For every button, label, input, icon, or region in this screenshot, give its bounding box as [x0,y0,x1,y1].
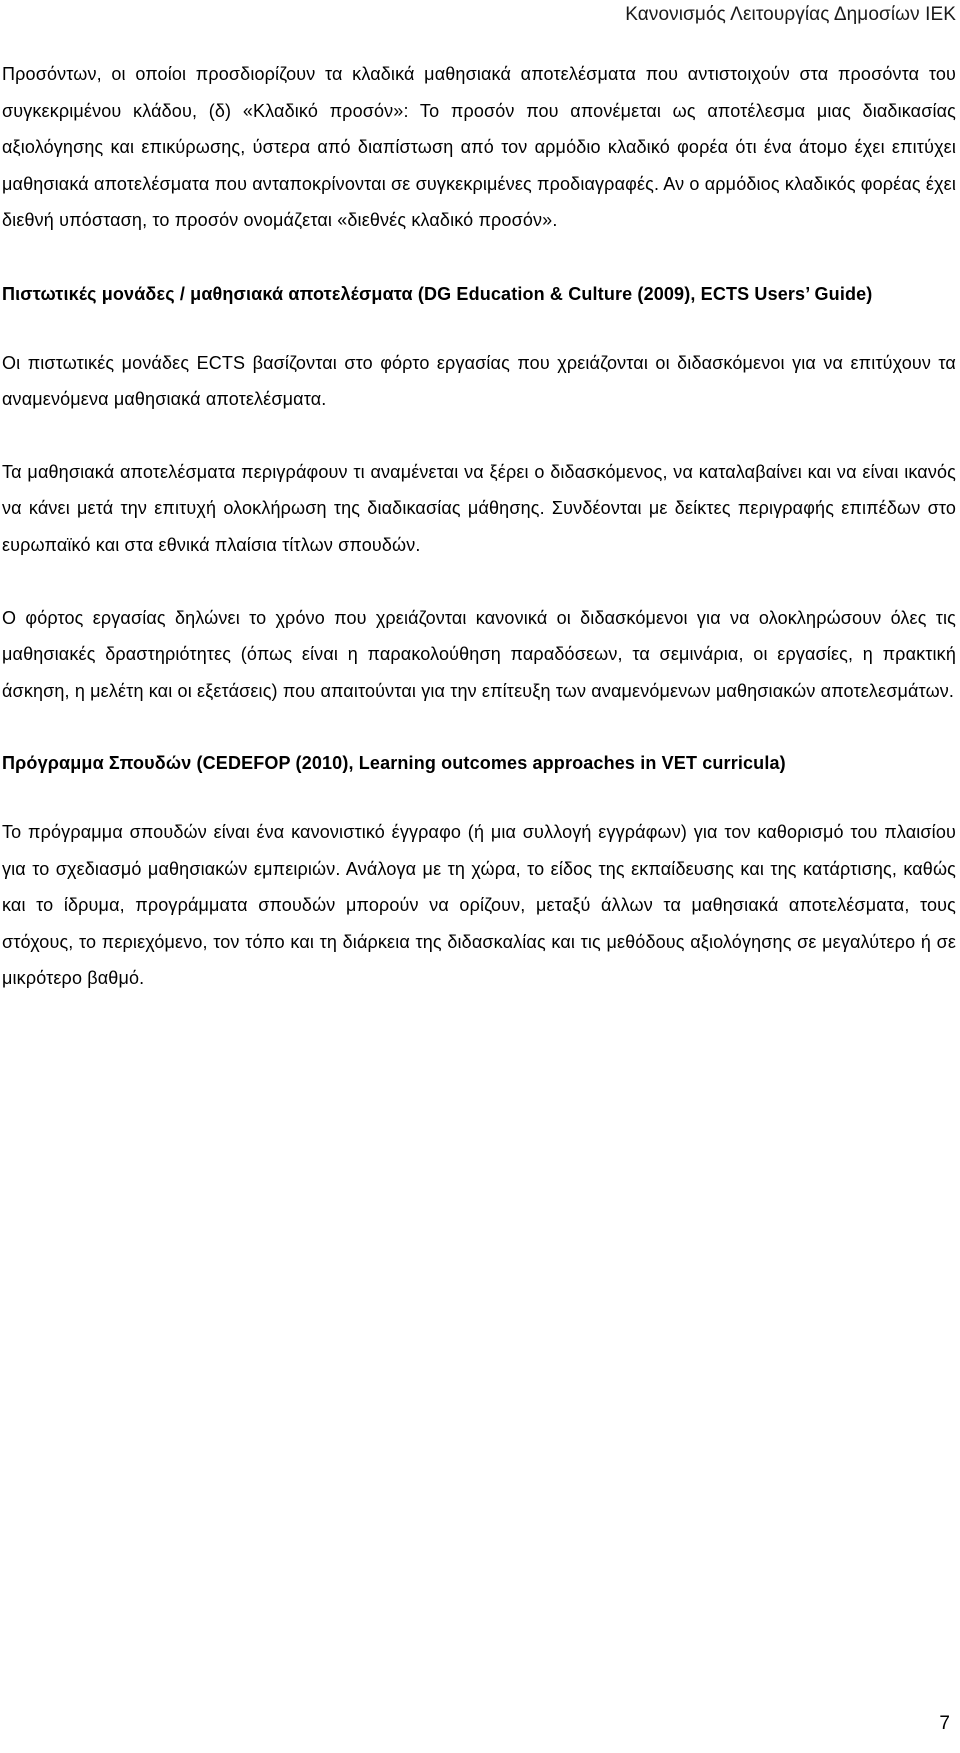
paragraph-workload: Ο φόρτος εργασίας δηλώνει το χρόνο που χρειάζονται κανονικά οι διδασκόμενοι για να ολοκληρώσουν όλες τις μαθησιακές δραστηριότητες (όπως είναι η παρακολούθηση παραδόσεων, τα σεμινάρια, οι εργασίες, η πρακτική άσκηση, η μελέτη και οι εξετάσεις) που απαιτούνται για την επίτευξη των αναμενόμενων μαθησιακών αποτελεσμάτων. [2,607,956,701]
section-heading-credits: Πιστωτικές μονάδες / μαθησιακά αποτελέσματα (DG Education & Culture (2009), ECTS Users’ Guide) [2,283,873,304]
paragraph-learning-outcomes: Τα μαθησιακά αποτελέσματα περιγράφουν τι αναμένεται να ξέρει ο διδασκόμενος, να καταλαβαίνει και να είναι ικανός να κάνει μετά την επιτυχή ολοκλήρωση της διαδικασίας μάθησης. Συνδέονται με δείκτες περιγραφής επιπέδων στο ευρωπαϊκό και στα εθνικά πλαίσια τίτλων σπουδών. [2,461,956,555]
section-heading-curriculum: Πρόγραμμα Σπουδών (CEDEFOP (2010), Learning outcomes approaches in VET curricula) [2,753,786,774]
paragraph-curriculum: Το πρόγραμμα σπουδών είναι ένα κανονιστικό έγγραφο (ή μια συλλογή εγγράφων) για τον καθορισμό του πλαισίου για το σχεδιασμό μαθησιακών εμπειριών. Ανάλογα με τη χώρα, το είδος της εκπαίδευσης και της κατάρτισης, καθώς και το ίδρυμα, προγράμματα σπουδών μπορούν να ορίζουν, μεταξύ άλλων τα μαθησιακά αποτελέσματα, τους στόχους, το περιεχόμενο, τον τόπο και τη διάρκεια της διδασκαλίας και τις μεθόδους αξιολόγησης σε μεγαλύτερο ή σε μικρότερο βαθμό. [2,821,956,989]
document-body [2,56,956,997]
paragraph-qualifications: Προσόντων, οι οποίοι προσδιορίζουν τα κλαδικά μαθησιακά αποτελέσματα που αντιστοιχούν στα προσόντα του συγκεκριμένου κλάδου, (δ) «Κλαδικό προσόν»: Το προσόν που απονέμεται ως αποτέλεσμα μιας διαδικασίας αξιολόγησης και επικύρωσης, ύστερα από διαπίστωση από τον αρμόδιο κλαδικό φορέα ότι ένα άτομο έχει επιτύχει μαθησιακά αποτελέσματα που ανταποκρίνονται σε συγκεκριμένες προδιαγραφές. Αν ο αρμόδιος κλαδικός φορέας έχει διεθνή υπόσταση, το προσόν ονομάζεται «διεθνές κλαδικό προσόν». [2,64,956,231]
page-number: 7 [939,1713,950,1734]
running-header: Κανονισμός Λειτουργίας Δημοσίων ΙΕΚ [625,4,956,25]
paragraph-ects-credits: Οι πιστωτικές μονάδες ECTS βασίζονται στο φόρτο εργασίας που χρειάζονται οι διδασκόμενοι για να επιτύχουν τα αναμενόμενα μαθησιακά αποτελέσματα. [2,352,956,410]
